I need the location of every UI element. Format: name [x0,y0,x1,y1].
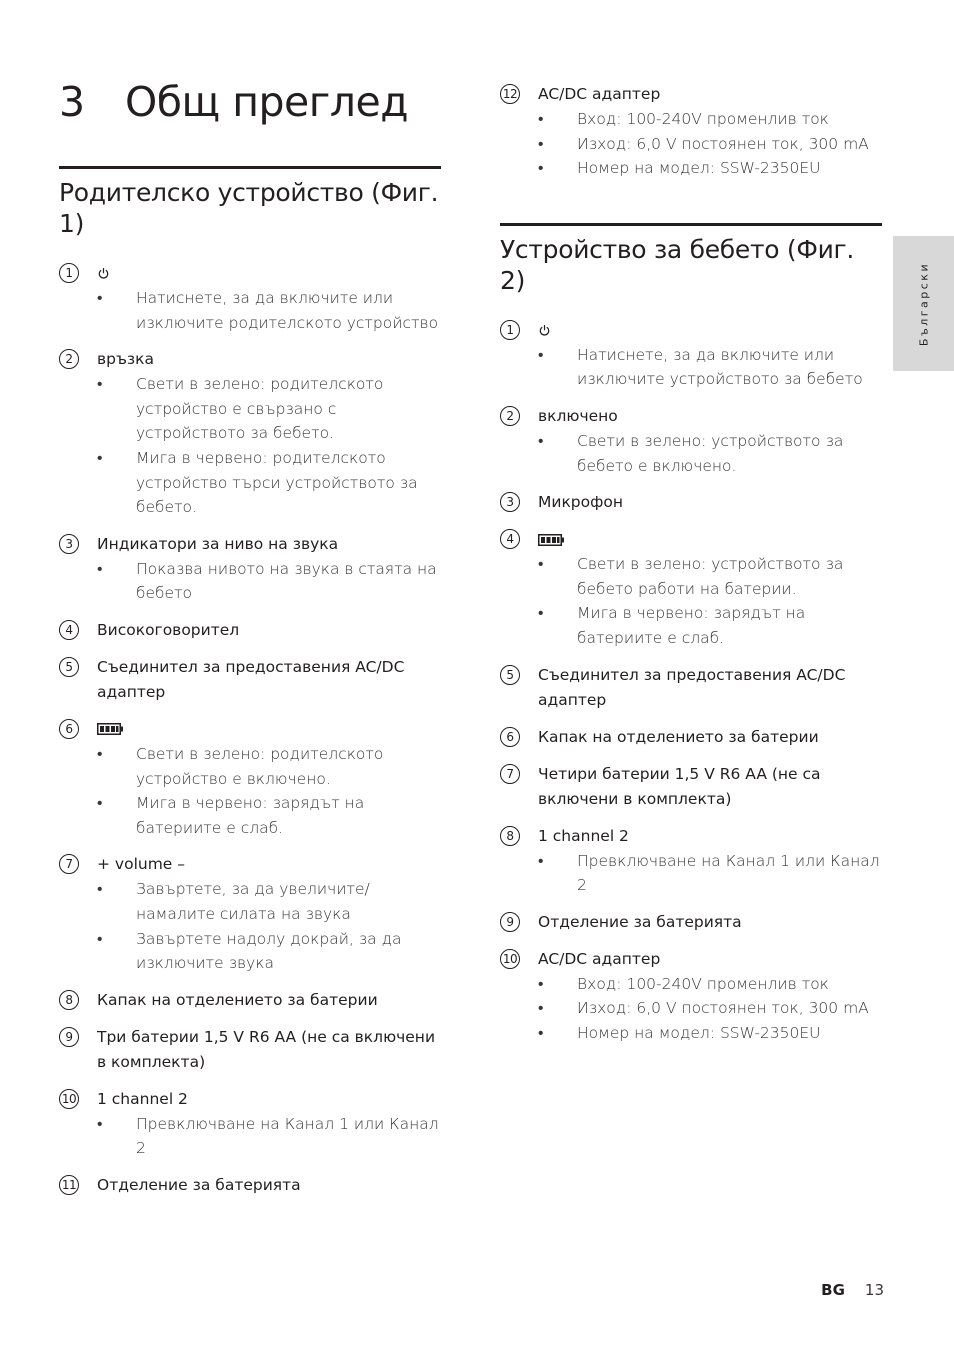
item-header [500,947,882,972]
item-number-circle: 7 [500,764,520,784]
item-label: Отделение за батерията [538,912,742,931]
item-label: AC/DC адаптер [538,85,661,103]
list-item [500,762,882,812]
power-icon [97,261,441,286]
page-footer [780,1281,884,1299]
item-number-circle: 1 [500,320,520,340]
item-header [500,82,882,107]
bullet-text: Изход: 6,0 V постоянен ток, 300 mA [577,999,869,1018]
bullet-text: Мига в червено: родителското устройство търси устройството за бебето. [136,448,418,517]
item-header [500,404,882,429]
item-number-circle: 5 [500,665,520,685]
item-number-circle: 3 [59,534,79,554]
item-header [500,318,882,343]
bullet-list [500,107,882,181]
bullet-item [59,791,441,840]
bullet-dot: • [97,794,103,813]
list-item [500,947,882,1046]
item-label: Три батерии 1,5 V R6 AA (не са включени в комплекта) [97,1027,436,1071]
item-header [59,1087,441,1112]
baby-unit-items [500,318,882,1046]
bullet-text: Завъртете, за да увеличите/намалите силата на звука [136,880,370,923]
bullet-item [59,877,441,926]
bullet-text: Натиснете, за да включите или изключите устройството за бебето [577,345,863,389]
bullet-item [59,446,441,520]
bullet-text: Изход: 6,0 V постоянен ток, 300 mA [577,134,869,153]
list-item [500,318,882,392]
item-number-circle: 8 [59,990,79,1010]
page-number: 13 [864,1281,884,1299]
parent-unit-items [59,261,441,1198]
item-number-circle: 1 [59,263,79,283]
item-number-circle: 10 [59,1089,79,1109]
bullet-dot: • [97,289,103,307]
bullet-list [500,552,882,650]
item-header [59,261,441,286]
item-label: Микрофон [538,493,624,512]
item-number-circle: 9 [59,1027,79,1047]
list-item [500,725,882,750]
item-header [500,490,882,515]
list-item [500,824,882,898]
item-number-circle: 11 [59,1175,79,1195]
bullet-text: Свети в зелено: родителското устройство е свързано с устройството за бебето. [136,375,384,443]
item-number-circle: 8 [500,826,520,846]
item-label: 1 channel 2 [97,1089,188,1108]
list-item [59,852,441,975]
item-header [59,852,441,877]
item-number-circle: 4 [59,620,79,640]
list-item [59,532,441,606]
bullet-text: Показва нивото на звука в стаята на бебето [136,559,437,603]
item-header [500,527,882,552]
bullet-dot: • [97,929,103,948]
bullet-text: Свети в зелено: родителското устройство е включено. [136,744,384,788]
list-item [500,490,882,515]
bullet-item [500,343,882,392]
bullet-dot: • [538,974,544,993]
item-label: Капак на отделението за батерии [538,727,819,746]
bullet-item [500,552,882,601]
list-item [500,404,882,478]
item-header [500,910,882,935]
adapter-items [500,82,882,181]
item-number-circle: 6 [59,719,79,739]
bullet-dot: • [97,559,103,578]
bullet-dot: • [97,448,103,467]
item-label: Индикатори за ниво на звука [97,534,339,553]
section-title-parent-unit: Родителско устройство (Фиг. 1) [59,178,439,238]
left-column [59,166,441,1210]
chapter-heading: Общ преглед [125,78,409,126]
section-rule [59,166,441,169]
bullet-item [500,156,882,181]
section-rule [500,223,882,226]
bullet-text: Мига в червено: зарядът на батериите е слаб. [577,604,806,647]
bullet-list [59,286,441,335]
item-number-circle: 4 [500,529,520,549]
list-item [59,717,441,840]
bullet-item [500,107,882,132]
item-label: Отделение за батерията [97,1175,301,1194]
list-item [59,1025,441,1075]
bullet-item [59,286,441,335]
bullet-list [500,343,882,392]
list-item [59,347,441,520]
item-number-circle: 2 [500,406,520,426]
item-number-circle: 6 [500,727,520,747]
item-header [500,824,882,849]
item-number-circle: 9 [500,912,520,932]
bullet-dot: • [538,555,544,574]
bullet-item [500,132,882,157]
bullet-dot: • [97,1114,103,1133]
item-label: Съединител за предоставения AC/DC адаптер [538,665,846,709]
item-header [59,532,441,557]
list-item [59,1173,441,1198]
item-header [59,1173,441,1198]
item-header [59,717,441,742]
item-header [59,347,441,372]
item-label: връзка [97,350,155,369]
bullet-text: Вход: 100-240V променлив ток [577,974,829,993]
bullet-dot: • [538,999,544,1018]
bullet-text: Натиснете, за да включите или изключите родителското устройство [136,289,439,332]
section-title-baby-unit: Устройство за бебето (Фиг. 2) [500,234,855,295]
list-item [59,261,441,335]
bullet-item [59,927,441,976]
item-label: Високоговорител [97,620,240,639]
footer-language: BG [821,1281,845,1299]
bullet-dot: • [97,880,103,899]
bullet-item [59,1112,441,1161]
item-label: Съединител за предоставения AC/DC адаптер [97,657,405,701]
battery-icon [97,717,441,742]
bullet-item [59,372,441,446]
bullet-dot: • [538,431,544,450]
bullet-text: Вход: 100-240V променлив ток [577,110,829,128]
bullet-item [59,557,441,606]
list-item [59,618,441,643]
item-number-circle: 12 [500,84,520,104]
bullet-item [500,996,882,1021]
item-number-circle: 3 [500,492,520,512]
list-item [59,1087,441,1161]
battery-icon [538,527,882,552]
bullet-dot: • [97,744,103,763]
item-number-circle: 2 [59,349,79,369]
bullet-item [500,972,882,997]
item-header [59,988,441,1013]
item-number-circle: 7 [59,854,79,874]
list-item [500,910,882,935]
list-item [500,82,882,181]
bullet-list [500,972,882,1046]
bullet-text: Завъртете надолу докрай, за да изключите звука [136,929,402,973]
list-item [59,655,441,705]
list-item [500,527,882,650]
language-tab-label: Български [917,261,930,346]
bullet-list [59,1112,441,1161]
bullet-list [59,557,441,606]
bullet-list [59,742,441,840]
language-side-tab [893,236,954,371]
item-header [59,1025,441,1075]
item-header [500,725,882,750]
bullet-dot: • [538,604,544,623]
power-icon [538,318,882,343]
bullet-dot: • [538,345,544,364]
item-label: 1 channel 2 [538,826,629,845]
item-header [500,663,882,713]
bullet-text: Номер на модел: SSW-2350EU [577,159,821,178]
item-number-circle: 10 [500,949,520,969]
bullet-text: Свети в зелено: устройството за бебето работи на батерии. [577,555,844,598]
bullet-list [500,849,882,898]
item-label: AC/DC адаптер [538,949,661,968]
bullet-dot: • [538,851,544,870]
list-item [59,988,441,1013]
bullet-list [500,429,882,478]
bullet-list [59,372,441,520]
bullet-text: Превключване на Канал 1 или Канал 2 [136,1114,439,1158]
bullet-dot: • [538,110,544,128]
bullet-list [59,877,441,975]
bullet-item [500,1021,882,1046]
item-label: Капак на отделението за батерии [97,990,378,1009]
item-header [59,655,441,705]
bullet-item [500,429,882,478]
bullet-text: Свети в зелено: устройството за бебето е включено. [577,431,844,475]
chapter-title [59,78,408,126]
item-label: Четири батерии 1,5 V R6 AA (не са включени в комплекта) [538,764,821,808]
item-number-circle: 5 [59,657,79,677]
item-header [59,618,441,643]
bullet-item [500,849,882,898]
chapter-number: 3 [59,78,85,126]
list-item [500,663,882,713]
bullet-dot: • [538,159,544,178]
bullet-dot: • [538,134,544,153]
item-label: + volume – [97,855,186,874]
bullet-text: Превключване на Канал 1 или Канал 2 [577,851,880,895]
bullet-item [59,742,441,791]
right-column [500,82,882,1058]
bullet-item [500,601,882,650]
bullet-dot: • [538,1023,544,1042]
bullet-dot: • [97,375,103,394]
item-header [500,762,882,812]
bullet-text: Номер на модел: SSW-2350EU [577,1023,821,1042]
bullet-text: Мига в червено: зарядът на батериите е слаб. [136,794,365,837]
item-label: включено [538,406,618,425]
